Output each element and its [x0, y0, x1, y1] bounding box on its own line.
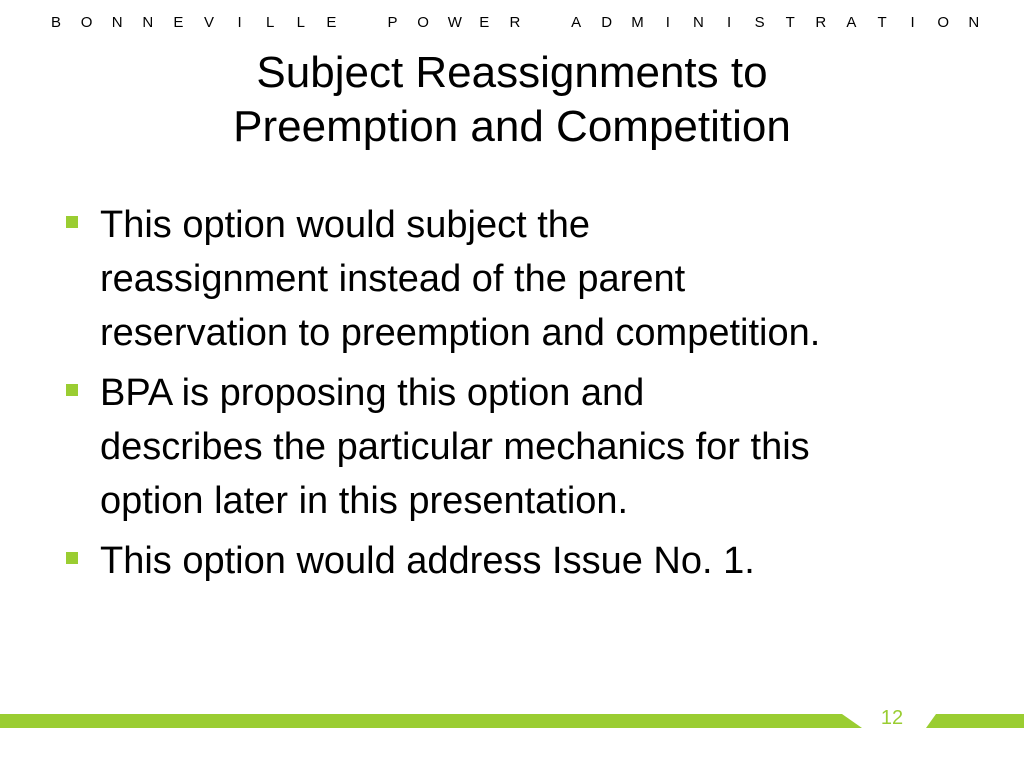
header-letter: P: [387, 14, 398, 31]
header-letter: N: [968, 14, 980, 31]
bullet-line: describes the particular mechanics for this: [100, 426, 810, 468]
bullet-line: This option would address Issue No. 1.: [100, 540, 755, 582]
header-letter: I: [665, 14, 670, 31]
header-letter: N: [693, 14, 704, 31]
header-letter: D: [601, 14, 613, 31]
header-space: [356, 14, 368, 32]
header-letter: A: [846, 14, 857, 31]
slide-title-line-2: Preemption and Competition: [233, 102, 791, 151]
square-bullet-icon: [66, 384, 78, 396]
bullet-item: [62, 366, 1012, 528]
header-letter: I: [910, 14, 915, 31]
page-number: 12: [880, 707, 904, 729]
header-letter: E: [479, 14, 490, 31]
organization-header: [50, 14, 980, 32]
square-bullet-icon: [66, 216, 78, 228]
bullet-line: option later in this presentation.: [100, 480, 629, 522]
header-letter: E: [326, 14, 337, 31]
header-letter: B: [50, 14, 61, 31]
header-letter: R: [815, 14, 827, 31]
header-letter: M: [631, 14, 644, 31]
bullet-line: This option would subject the: [100, 204, 591, 246]
header-letter: S: [754, 14, 765, 31]
bullet-item: [62, 198, 1012, 360]
header-letter: E: [173, 14, 184, 31]
header-space: [540, 14, 552, 32]
slide-title-line-1: Subject Reassignments to: [256, 48, 768, 97]
bullet-item: [62, 534, 1012, 588]
header-letter: O: [937, 14, 950, 31]
header-letter: O: [80, 14, 93, 31]
header-letter: A: [571, 14, 582, 31]
square-bullet-icon: [66, 552, 78, 564]
bullet-line: BPA is proposing this option and: [100, 372, 645, 414]
bullet-list: [62, 198, 1012, 594]
header-letter: R: [509, 14, 521, 31]
bullet-line: reassignment instead of the parent: [100, 258, 686, 300]
header-letter: I: [237, 14, 242, 31]
header-letter: N: [142, 14, 154, 31]
header-letter: I: [726, 14, 732, 31]
header-letter: T: [785, 14, 795, 31]
header-letter: W: [447, 14, 462, 31]
footer-accent-bar-left: [0, 714, 862, 728]
header-letter: O: [417, 14, 429, 31]
header-letter: T: [877, 14, 887, 31]
bullet-line: reservation to preemption and competition.: [100, 312, 821, 354]
footer-accent-bar-right: [926, 714, 1024, 728]
header-letter: N: [111, 14, 123, 31]
slide-title: [0, 46, 1024, 154]
header-letter: L: [265, 14, 275, 31]
header-letter: L: [296, 14, 305, 31]
header-letter: V: [203, 14, 214, 31]
